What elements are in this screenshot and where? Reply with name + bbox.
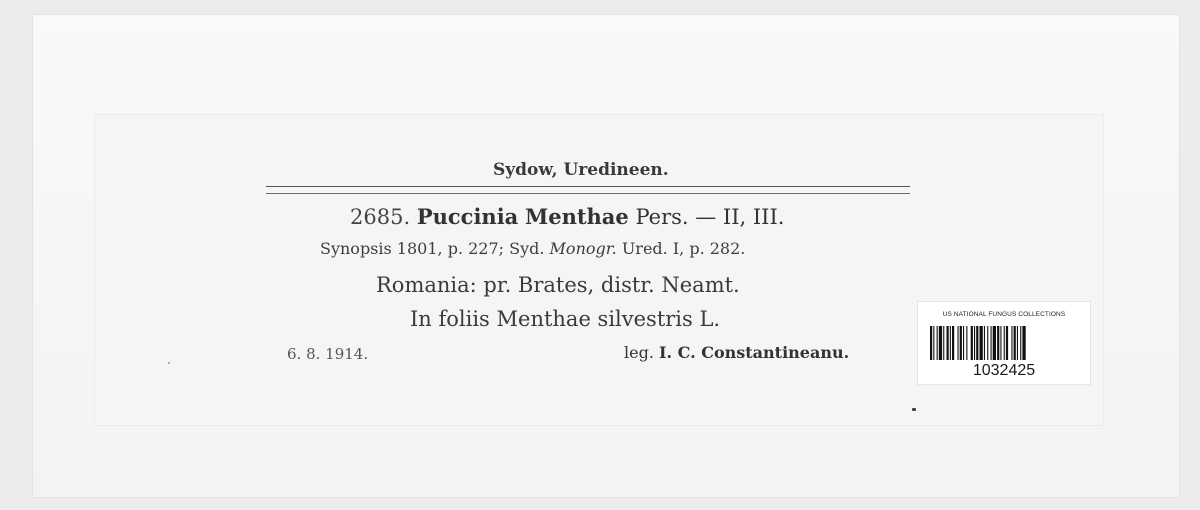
barcode-bars bbox=[930, 326, 1078, 360]
collection-date: 6. 8. 1914. bbox=[287, 345, 369, 363]
label-header: Sydow, Uredineen. bbox=[493, 160, 669, 180]
species-author-stages: Pers. — II, III. bbox=[635, 205, 785, 229]
header-rule-lower bbox=[266, 193, 910, 194]
speck-mark bbox=[168, 362, 170, 364]
barcode-number: 1032425 bbox=[972, 362, 1036, 379]
speck-mark bbox=[912, 408, 916, 411]
header-rule-upper bbox=[266, 186, 910, 187]
host-line: In foliis Menthae silvestris L. bbox=[410, 307, 721, 331]
reference-part2: Ured. I, p. 282. bbox=[621, 239, 746, 258]
reference-line bbox=[320, 241, 745, 257]
exsiccata-number: 2685. bbox=[350, 205, 411, 229]
reference-italic: Monogr. bbox=[549, 239, 617, 258]
species-line bbox=[350, 206, 784, 228]
barcode-header: US NATIONAL FUNGUS COLLECTIONS bbox=[942, 311, 1066, 318]
collector-name: I. C. Constantineanu. bbox=[659, 343, 850, 362]
barcode-label bbox=[918, 302, 1090, 384]
collector-line bbox=[624, 345, 849, 361]
species-genus: Puccinia bbox=[416, 204, 519, 229]
species-epithet: Menthae bbox=[524, 204, 629, 229]
collector-prefix: leg. bbox=[624, 343, 654, 362]
reference-part1: Synopsis 1801, p. 227; Syd. bbox=[320, 239, 545, 258]
locality-line: Romania: pr. Brates, distr. Neamt. bbox=[376, 273, 740, 297]
